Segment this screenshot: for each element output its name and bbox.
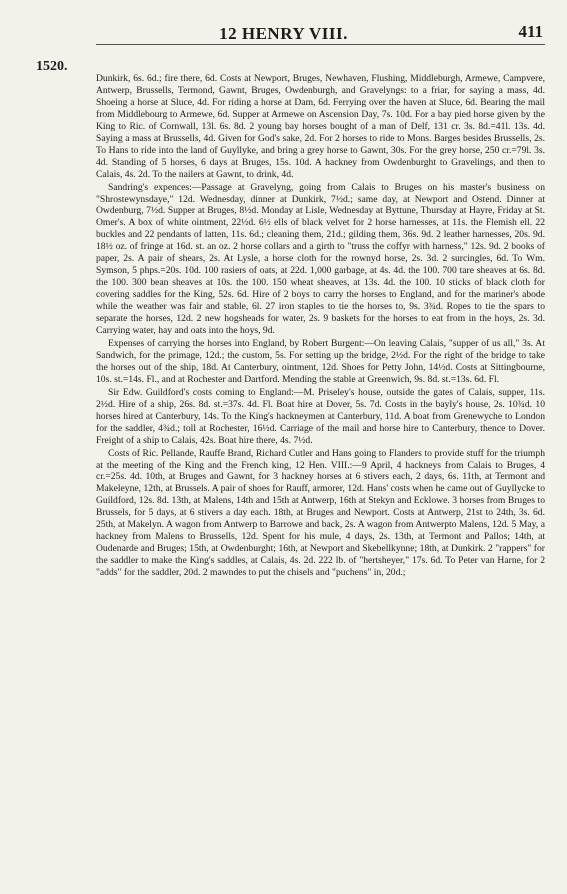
paragraph-sandring-expences: Sandring's expences:—Passage at Gravelyng, going from Calais to Bruges on his master's business on "Shrostewynsdaye," 12d. Wednesday, dinner at Dunkirk, 7½d.; same day, at Newport and Ostend. Dinner at Owdenburg, 7½d. Supper at Bruges, 8½d. Monday at Lisle, Wednesday at Byttune, Thursday at Hayre, Friday at St. Omer's. A box of white ointment, 22½d. 6½ ells of black velvet for 2 horse harnesses, at 11s. the Flemish ell. 22 buckles and 22 pendants of latten, 11s. 6d.; cleaning them, 21d.; gilding them, 36s. 9d. 2 leather harnesses, 20s. 9d. 18½ oz. of fringe at 16d. st. an oz. 2 horse collars and a girth to "truss the coffyr with harness," 12s. 9d. 2 books of paper, 2s. A pair of shears, 2s. At Lysle, a horse cloth for the rownyd horse, 2s. 3d. 2 surcingles, 6d. To Wm. Symson, 5 phps.=20s. 10d. 100 rasiers of oats, at 22d. 1,000 garbage, at 4s. 4d. the 100. 700 tare sheaves at 6s. 8d. the 100. 300 bean sheaves at 10s. the 100. 150 wheat sheaves, at 13s. 4d. the 100. 10 sticks of black cloth for covering saddles for the King, 52s. 6d. Hire of 2 boys to carry the horses to England, and for the mariner's abode while the weather was fair and stable, 6l. 27 iron staples to tie the horses to, 9s. 3¾d. Ropes to tie the spars to separate the horses, 12d. 2 new hogsheads for water, 2s. 9 baskets for the horses to eat from in the hoys, 2s. 3d. Carrying water, hay and oats into the hoys, 9d.: [96, 181, 545, 337]
page-number: 411: [518, 22, 543, 41]
running-head-title: 12 HENRY VIII.: [219, 24, 348, 43]
paragraph-guildford-costs: Sir Edw. Guildford's costs coming to England:—M. Priseley's house, outside the gates of Calais, supper, 11s. 2½d. Hire of a ship, 26s. 8d. st.=37s. 4d. Fl. Boat hire at Dover, 5s. 7d. Costs in the bayly's house, 2s. 10¾d. 10 horses hired at Canterbury, 14s. To the King's hackneymen at Canterbury, 11d. A boat from Grenewyche to London for the saddler, 4¾d.; toll at Rochester, 16½d. Carriage of the mail and horse hire to Canterbury, thence to Dover. Freight of a ship to Calais, 42s. Boat hire there, 4s. 7½d.: [96, 386, 545, 446]
paragraph-flanders-costs: Costs of Ric. Pellande, Rauffe Brand, Richard Cutler and Hans going to Flanders to provide stuff for the triumph at the meeting of the King and the French king, 12 Hen. VIII.:—9 April, 4 hackneys from Calais to Bruges, 4 cr.=25s. 4d. 10th, at Bruges and Gawnt, for 3 hackney horses at 6 stivers each, 2 days, 6s. 11th, at Termont and Makeleyne, 12th, at Brussels. A pair of shoes for Rauff, armorer, 12d. Hans' costs when he came out of Guyllycke to Guildford, 12s. 8d. 13th, at Malens, 14th and 15th at Antwerp, 16th at Stekyn and Ecklowe. 3 horses from Bruges to Brussels, for 5 days, at 6 stivers a day each. 18th, at Bruges and Newport. Costs at Antwerp, 21st to 24th, 3s. 6d. 25th, at Makelyn. A wagon from Antwerp to Barrowe and back, 2s. A wagon from Antwerpto Malens, 12d. 5 May, a hackney from Malens to Brussells, 12d. Spent for his mule, 4 days, 2s. 13th, at Termont and Pallos; 14th, at Oudenarde and Bruges; 15th, at Owdenburght; 16th, at Newport and Skebellkynne; 18th, at Dunkirk. 2 "rappers" for the saddler to make the King's saddles, at Calais, 4s. 2d. 222 lb. of "hertsheyer," 17s. 6d. To Peter van Harne, for 2 "adds" for the saddler, 20d. 2 mawndes to put the chisels and "puchens" in, 20d.;: [96, 447, 545, 579]
margin-year: 1520.: [36, 59, 68, 74]
document-body: [96, 73, 545, 580]
paragraph-continuation: Dunkirk, 6s. 6d.; fire there, 6d. Costs at Newport, Bruges, Newhaven, Flushing, Middleburgh, Armewe, Campvere, Antwerp, Brussells, Termond, Gawnt, Bruges, Owdenburgh, and Gravelyngs: to a friar, for saying a mass, 4d. Shoeing a horse at Sluce, 4d. For riding a horse at Dam, 6d. Ferrying over the haven at Sluce, 6d. Bearing the mail from Middlebourg to Armewe, 6d. Supper at Armewe on Ascension Day, 7s. 10d. For a bay pied horse given by the King to Ric. of Cornwall, 13l. 6s. 8d. 2 young bay horses bought of a man of Delf, 131 cr. 3s. 8d.=41l. 13s. 4d. Saying a mass at Brussells, 4d. Given for God's sake, 2d. For 2 horses to ride to Mons. Barges besides Brussells, 2s. To Hans to ride into the land of Guyllyke, and bring a grey horse to Gawnt, 30s. For the grey horse, 250 cr.=79l. 3s. 4d. Standing of 5 horses, 6 days at Bruges, 15s. 10d. A hackney from Owdenburght to Gravelings, and then to Calais, 4s. 2d. To the nailers at Gawnt, to drink, 4d.: [96, 73, 545, 180]
paragraph-carrying-horses: Expenses of carrying the horses into England, by Robert Burgent:—On leaving Calais, "supper of us all," 3s. At Sandwich, for the primage, 12d.; the custom, 5s. For setting up the bridge, 2½d. For the right of the bridge to take the horses out of the ship, 18d. At Canterbury, ointment, 12d. Shoes for Petty John, 14½d. Costs at Sittingbourne, 10s. st.=14s. Fl., and at Rochester and Dartford. Mending the stable at Greenwich, 9s. 8d. st.=13s. 6d. Fl.: [96, 337, 545, 385]
header-rule: [96, 44, 545, 45]
